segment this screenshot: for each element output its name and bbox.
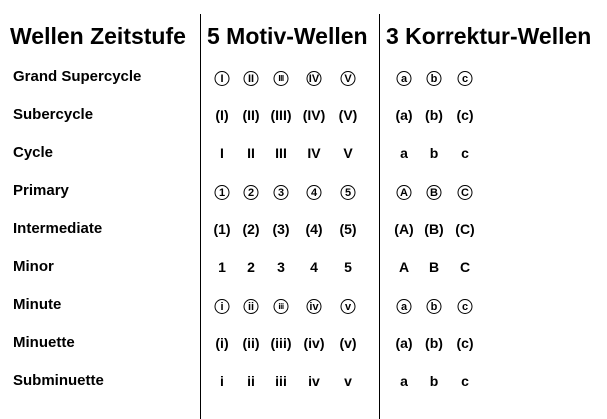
corrective-wave-label: (a) (395, 107, 413, 123)
circled-wave-label: A (397, 185, 412, 200)
corrective-wave-label: a (400, 145, 408, 161)
circled-wave-label: ii (244, 299, 259, 314)
corrective-wave-label: (C) (455, 221, 475, 237)
degree-label: Minute (13, 296, 62, 313)
degree-label: Subminuette (13, 372, 104, 389)
motive-wave-label: I (220, 145, 224, 161)
motive-wave-label (244, 293, 259, 317)
corrective-wave-label (397, 293, 412, 317)
motive-wave-label: (4) (305, 221, 323, 237)
corrective-wave-label: B (428, 259, 440, 275)
circled-wave-label: 1 (215, 185, 230, 200)
header-degree: Wellen Zeitstufe (10, 23, 186, 49)
header-motive-waves: 5 Motiv-Wellen (207, 23, 368, 49)
motive-wave-label: 4 (310, 259, 318, 275)
motive-wave-label: (1) (213, 221, 231, 237)
motive-wave-label (215, 179, 230, 203)
motive-wave-label: iii (275, 373, 287, 389)
motive-wave-label (341, 293, 356, 317)
degree-label: Minor (13, 258, 54, 275)
circled-wave-label: III (274, 71, 289, 86)
degree-label: Intermediate (13, 220, 103, 237)
circled-wave-label: C (458, 185, 473, 200)
corrective-wave-label: (b) (425, 107, 443, 123)
motive-wave-label: (IV) (302, 107, 326, 123)
table-row (0, 65, 607, 89)
circled-wave-label: II (244, 71, 259, 86)
motive-wave-label: 3 (277, 259, 285, 275)
motive-wave-label: IV (307, 145, 321, 161)
motive-wave-label: iv (308, 373, 320, 389)
circled-wave-label: a (397, 299, 412, 314)
motive-wave-label: (v) (339, 335, 357, 351)
motive-wave-label: (III) (270, 107, 292, 123)
motive-wave-label (215, 65, 230, 89)
circled-wave-label: b (427, 299, 442, 314)
motive-wave-label: (I) (215, 107, 229, 123)
motive-wave-label (307, 179, 322, 203)
degree-label: Cycle (13, 144, 54, 161)
corrective-wave-label: A (398, 259, 410, 275)
motive-wave-label: V (343, 145, 353, 161)
corrective-wave-label: c (461, 373, 469, 389)
motive-wave-label (307, 293, 322, 317)
table-row (0, 331, 607, 355)
motive-wave-label: II (247, 145, 255, 161)
motive-wave-label: (3) (272, 221, 290, 237)
motive-wave-label: (V) (338, 107, 358, 123)
table-row (0, 217, 607, 241)
circled-wave-label: i (215, 299, 230, 314)
motive-wave-label: 5 (344, 259, 352, 275)
motive-wave-label (244, 65, 259, 89)
corrective-wave-label (397, 179, 412, 203)
motive-wave-label: (iv) (303, 335, 325, 351)
motive-wave-label: (5) (339, 221, 357, 237)
motive-wave-label (274, 65, 289, 89)
motive-wave-label (307, 65, 322, 89)
circled-wave-label: a (397, 71, 412, 86)
corrective-wave-label (458, 293, 473, 317)
corrective-wave-label: (c) (456, 107, 474, 123)
circled-wave-label: V (341, 71, 356, 86)
corrective-wave-label (458, 179, 473, 203)
degree-label: Subercycle (13, 106, 94, 123)
motive-wave-label: 2 (247, 259, 255, 275)
corrective-wave-label: (b) (425, 335, 443, 351)
circled-wave-label: c (458, 71, 473, 86)
motive-wave-label (274, 179, 289, 203)
circled-wave-label: c (458, 299, 473, 314)
table-row (0, 179, 607, 203)
motive-wave-label (244, 179, 259, 203)
table-row (0, 255, 607, 279)
motive-wave-label (215, 293, 230, 317)
motive-wave-label: (ii) (242, 335, 260, 351)
corrective-wave-label: (A) (394, 221, 414, 237)
circled-wave-label: 2 (244, 185, 259, 200)
circled-wave-label: b (427, 71, 442, 86)
motive-wave-label: (i) (215, 335, 229, 351)
table-row (0, 369, 607, 393)
motive-wave-label (341, 65, 356, 89)
degree-label: Minuette (13, 334, 75, 351)
corrective-wave-label (427, 293, 442, 317)
circled-wave-label: 4 (307, 185, 322, 200)
corrective-wave-label: C (459, 259, 471, 275)
corrective-wave-label: (B) (424, 221, 444, 237)
circled-wave-label: v (341, 299, 356, 314)
degree-label: Primary (13, 182, 69, 199)
corrective-wave-label: b (429, 373, 439, 389)
motive-wave-label: i (220, 373, 224, 389)
table-row (0, 103, 607, 127)
table-row (0, 141, 607, 165)
header-corrective-waves: 3 Korrektur-Wellen (386, 23, 592, 49)
motive-wave-label: (II) (242, 107, 260, 123)
motive-wave-label: III (275, 145, 287, 161)
motive-wave-label: 1 (218, 259, 226, 275)
corrective-wave-label: b (429, 145, 439, 161)
circled-wave-label: IV (307, 71, 322, 86)
circled-wave-label: I (215, 71, 230, 86)
corrective-wave-label: (c) (456, 335, 474, 351)
circled-wave-label: B (427, 185, 442, 200)
circled-wave-label: iv (307, 299, 322, 314)
table-row (0, 293, 607, 317)
corrective-wave-label (427, 65, 442, 89)
corrective-wave-label (427, 179, 442, 203)
circled-wave-label: 5 (341, 185, 356, 200)
corrective-wave-label: c (461, 145, 469, 161)
motive-wave-label: v (344, 373, 352, 389)
degree-label: Grand Supercycle (13, 68, 142, 85)
motive-wave-label: ii (247, 373, 255, 389)
motive-wave-label (341, 179, 356, 203)
circled-wave-label: 3 (274, 185, 289, 200)
corrective-wave-label (458, 65, 473, 89)
corrective-wave-label (397, 65, 412, 89)
corrective-wave-label: (a) (395, 335, 413, 351)
circled-wave-label: iii (274, 299, 289, 314)
motive-wave-label: (2) (242, 221, 260, 237)
motive-wave-label (274, 293, 289, 317)
corrective-wave-label: a (400, 373, 408, 389)
motive-wave-label: (iii) (270, 335, 292, 351)
